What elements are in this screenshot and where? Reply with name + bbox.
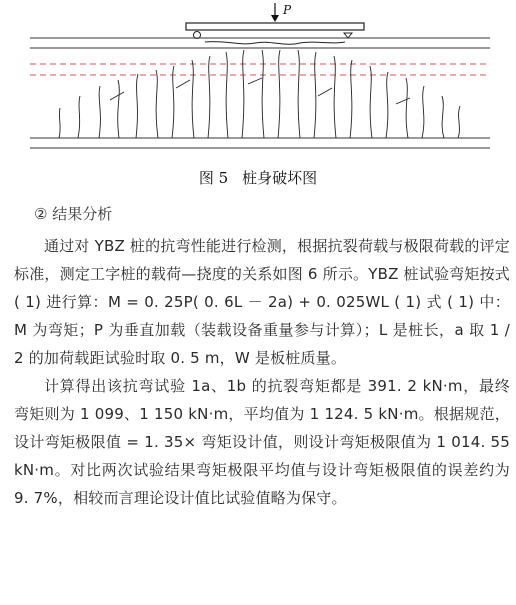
reinforcement-lines [30, 64, 490, 75]
paragraph: 计算得出该抗弯试验 1a、1b 的抗裂弯矩都是 391. 2 kN·m，最终弯矩则为 1 099、1 150 kN·m，平均值为 1 124. 5 kN·m。根据规范，设计弯矩极限值 = 1. 35× 弯矩设计值，则设计弯矩极限值为 1 014. 55 kN·m。对比两次试验结果弯矩极限平均值与设计弯矩极限值的误差约为 9. 7%，相较而言理论设计值比试验值略为保守。 [14, 377, 510, 507]
right-pin-support [344, 33, 352, 38]
pile-failure-diagram [0, 0, 516, 160]
figure-caption [0, 167, 516, 188]
paragraph: 通过对 YBZ 桩的抗弯性能进行检测，根据抗裂荷载与极限荷载的评定标准，测定工字桩的载荷—挠度的关系如图 6 所示。YBZ 桩试验弯矩按式 ( 1) 进行算：M = 0. 25P( 0. 6L － 2a) + 0. 025WL ( 1) 式 ( 1) 中：M 为弯矩；P 为垂直加载（装载设备重量参与计算）；L 是桩长，a 取 1 /2 的加荷载距试验时取 0. 5 m，W 是板桩质量。 [14, 237, 510, 367]
pile-failure-figure [0, 0, 516, 160]
crush-zone [205, 42, 345, 45]
section-heading: ② 结果分析 [34, 205, 113, 223]
loading-plate [186, 23, 364, 30]
load-arrow-head [271, 15, 279, 22]
load-label: P [283, 3, 292, 17]
crack-pattern [59, 50, 460, 138]
figure-number: 图 5 [198, 169, 229, 187]
figure-title: 桩身破坏图 [242, 169, 318, 187]
article-body [14, 200, 510, 512]
